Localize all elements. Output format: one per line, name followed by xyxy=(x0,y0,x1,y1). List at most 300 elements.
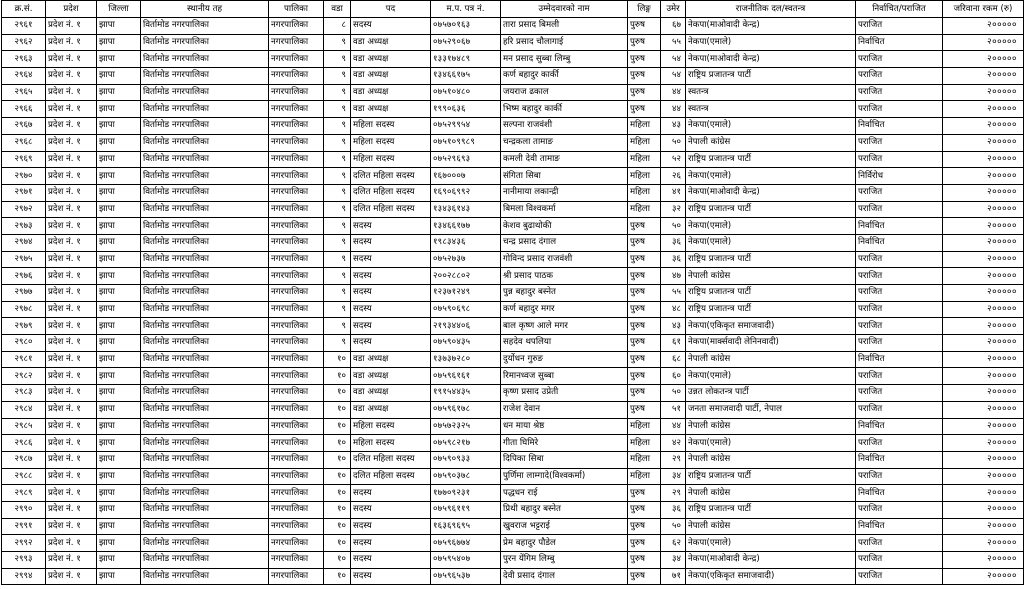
cell-municipality-type: नगरपालिका xyxy=(269,184,324,201)
cell-party: नेकपा(एकिकृत समाजवादी) xyxy=(686,318,856,335)
cell-fine-amount: २००००० xyxy=(943,268,1024,285)
cell-fine-amount: २००००० xyxy=(943,435,1024,452)
cell-ballot-no: ०७५१०४८० xyxy=(431,84,501,101)
cell-age: ५० xyxy=(661,518,686,535)
cell-party: नेकपा(एमाले) xyxy=(686,168,856,185)
cell-ballot-no: १३७३७२८० xyxy=(431,351,501,368)
cell-serial-no: २९८७ xyxy=(2,451,46,468)
cell-ward: ९ xyxy=(324,318,351,335)
cell-ballot-no: १७७०९२३१ xyxy=(431,485,501,502)
cell-ballot-no: ०७५९८२१७ xyxy=(431,435,501,452)
cell-party: नेकपा(माओवादी केन्द्र) xyxy=(686,552,856,569)
cell-province: प्रदेश नं. १ xyxy=(46,101,97,118)
cell-party: राष्ट्रिय प्रजातन्त्र पार्टी xyxy=(686,301,856,318)
table-row xyxy=(2,535,1024,552)
cell-gender: महिला xyxy=(628,168,661,185)
cell-party: राष्ट्रिय प्रजातन्त्र पार्टी xyxy=(686,285,856,302)
cell-local-level: विर्तामोड नगरपालिका xyxy=(141,51,269,68)
cell-province: प्रदेश नं. १ xyxy=(46,535,97,552)
cell-ballot-no: १३३१७४८९ xyxy=(431,51,501,68)
cell-candidate-name: कर्ण बहादुर मगर xyxy=(501,301,628,318)
cell-district: झापा xyxy=(97,368,141,385)
cell-serial-no: २९९३ xyxy=(2,552,46,569)
cell-local-level: विर्तामोड नगरपालिका xyxy=(141,401,269,418)
cell-fine-amount: २००००० xyxy=(943,151,1024,168)
cell-serial-no: २९८३ xyxy=(2,385,46,402)
cell-ward: ९ xyxy=(324,84,351,101)
header-post: पद xyxy=(351,1,431,18)
cell-serial-no: २९६५ xyxy=(2,84,46,101)
cell-district: झापा xyxy=(97,34,141,51)
cell-ballot-no: १६७०००७ xyxy=(431,168,501,185)
cell-fine-amount: २००००० xyxy=(943,251,1024,268)
cell-local-level: विर्तामोड नगरपालिका xyxy=(141,168,269,185)
cell-candidate-name: कमली देवी तामाङ xyxy=(501,151,628,168)
cell-province: प्रदेश नं. १ xyxy=(46,201,97,218)
cell-post: वडा अध्यक्ष xyxy=(351,51,431,68)
cell-party: नेकपा(माओवादी केन्द्र) xyxy=(686,51,856,68)
cell-age: ३६ xyxy=(661,234,686,251)
cell-serial-no: २९९० xyxy=(2,501,46,518)
cell-post: सदस्य xyxy=(351,285,431,302)
cell-post: सदस्य xyxy=(351,552,431,569)
table-row xyxy=(2,18,1024,35)
header-ward: वडा xyxy=(324,1,351,18)
header-province: प्रदेश xyxy=(46,1,97,18)
cell-age: ५२ xyxy=(661,151,686,168)
cell-ballot-no: ०७५९०४३५ xyxy=(431,335,501,352)
cell-province: प्रदेश नं. १ xyxy=(46,184,97,201)
cell-municipality-type: नगरपालिका xyxy=(269,351,324,368)
cell-party: नेकपा(माओवादी केन्द्र) xyxy=(686,18,856,35)
table-row xyxy=(2,552,1024,569)
cell-gender: महिला xyxy=(628,468,661,485)
cell-ballot-no: ०७५९०३७८ xyxy=(431,468,501,485)
cell-candidate-name: खुवराज भट्टराई xyxy=(501,518,628,535)
cell-ward: ९ xyxy=(324,301,351,318)
cell-province: प्रदेश नं. १ xyxy=(46,552,97,569)
cell-local-level: विर्तामोड नगरपालिका xyxy=(141,201,269,218)
cell-result: निर्वाचित xyxy=(856,451,943,468)
cell-district: झापा xyxy=(97,134,141,151)
cell-ballot-no: १९१५४४३५ xyxy=(431,385,501,402)
cell-candidate-name: धन माया श्रेष्ठ xyxy=(501,418,628,435)
cell-district: झापा xyxy=(97,118,141,135)
cell-result: निर्वाचित xyxy=(856,518,943,535)
cell-ward: ९ xyxy=(324,234,351,251)
cell-municipality-type: नगरपालिका xyxy=(269,268,324,285)
cell-post: वडा अध्यक्ष xyxy=(351,34,431,51)
cell-municipality-type: नगरपालिका xyxy=(269,418,324,435)
cell-municipality-type: नगरपालिका xyxy=(269,151,324,168)
header-local-level: स्थानीय तह xyxy=(141,1,269,18)
cell-fine-amount: २००००० xyxy=(943,68,1024,85)
cell-party: नेपाली कांग्रेस xyxy=(686,518,856,535)
table-row xyxy=(2,151,1024,168)
cell-party: नेपाली कांग्रेस xyxy=(686,418,856,435)
cell-post: सदस्य xyxy=(351,318,431,335)
cell-municipality-type: नगरपालिका xyxy=(269,451,324,468)
cell-party: नेकपा(माओवादी केन्द्र) xyxy=(686,184,856,201)
cell-serial-no: २९८२ xyxy=(2,368,46,385)
header-ballot-no: म.प. पत्र नं. xyxy=(431,1,501,18)
cell-result: पराजित xyxy=(856,68,943,85)
cell-serial-no: २९६२ xyxy=(2,34,46,51)
cell-district: झापा xyxy=(97,552,141,569)
cell-result: पराजित xyxy=(856,435,943,452)
table-row xyxy=(2,234,1024,251)
cell-fine-amount: २००००० xyxy=(943,318,1024,335)
cell-serial-no: २९८० xyxy=(2,335,46,352)
cell-ballot-no: १९९०६३६ xyxy=(431,101,501,118)
cell-result: पराजित xyxy=(856,101,943,118)
cell-result: पराजित xyxy=(856,84,943,101)
cell-result: निर्वाचित xyxy=(856,34,943,51)
cell-ward: १० xyxy=(324,468,351,485)
cell-local-level: विर्तामोड नगरपालिका xyxy=(141,468,269,485)
cell-result: पराजित xyxy=(856,401,943,418)
table-row xyxy=(2,134,1024,151)
cell-result: पराजित xyxy=(856,184,943,201)
cell-candidate-name: केशव बुढाथोकी xyxy=(501,218,628,235)
cell-age: ४७ xyxy=(661,268,686,285)
cell-gender: पुरुष xyxy=(628,518,661,535)
cell-fine-amount: २००००० xyxy=(943,101,1024,118)
cell-party: नेकपा(एमाले) xyxy=(686,218,856,235)
cell-age: ४२ xyxy=(661,435,686,452)
cell-result: पराजित xyxy=(856,151,943,168)
cell-province: प्रदेश नं. १ xyxy=(46,134,97,151)
cell-ballot-no: ०७५९६११९ xyxy=(431,501,501,518)
cell-ward: १० xyxy=(324,418,351,435)
cell-candidate-name: नानीमाया लकान्द्री xyxy=(501,184,628,201)
cell-age: ४३ xyxy=(661,118,686,135)
cell-local-level: विर्तामोड नगरपालिका xyxy=(141,418,269,435)
cell-district: झापा xyxy=(97,251,141,268)
table-row xyxy=(2,318,1024,335)
cell-serial-no: २९८१ xyxy=(2,351,46,368)
cell-local-level: विर्तामोड नगरपालिका xyxy=(141,435,269,452)
cell-result: पराजित xyxy=(856,535,943,552)
cell-ward: १० xyxy=(324,535,351,552)
cell-district: झापा xyxy=(97,318,141,335)
cell-result: पराजित xyxy=(856,51,943,68)
cell-district: झापा xyxy=(97,218,141,235)
cell-party: नेकपा(एमाले) xyxy=(686,118,856,135)
cell-age: ४४ xyxy=(661,418,686,435)
cell-local-level: विर्तामोड नगरपालिका xyxy=(141,485,269,502)
cell-candidate-name: देवी प्रसाद दंगाल xyxy=(501,568,628,585)
cell-age: ७१ xyxy=(661,568,686,585)
table-row xyxy=(2,335,1024,352)
cell-post: महिला सदस्य xyxy=(351,118,431,135)
cell-age: ५० xyxy=(661,385,686,402)
table-row xyxy=(2,518,1024,535)
cell-age: ५४ xyxy=(661,68,686,85)
cell-fine-amount: २००००० xyxy=(943,401,1024,418)
cell-municipality-type: नगरपालिका xyxy=(269,385,324,402)
cell-gender: पुरुष xyxy=(628,501,661,518)
cell-fine-amount: २००००० xyxy=(943,552,1024,569)
cell-candidate-name: गीता घिमिरे xyxy=(501,435,628,452)
table-row xyxy=(2,368,1024,385)
cell-municipality-type: नगरपालिका xyxy=(269,134,324,151)
cell-serial-no: २९७७ xyxy=(2,285,46,302)
cell-result: पराजित xyxy=(856,335,943,352)
cell-age: ६१ xyxy=(661,335,686,352)
cell-party: नेकपा(एमाले) xyxy=(686,435,856,452)
cell-district: झापा xyxy=(97,268,141,285)
cell-ward: १० xyxy=(324,501,351,518)
cell-fine-amount: २००००० xyxy=(943,134,1024,151)
cell-gender: पुरुष xyxy=(628,234,661,251)
cell-gender: पुरुष xyxy=(628,568,661,585)
cell-serial-no: २९९२ xyxy=(2,535,46,552)
cell-age: ४१ xyxy=(661,184,686,201)
table-row xyxy=(2,451,1024,468)
cell-local-level: विर्तामोड नगरपालिका xyxy=(141,318,269,335)
cell-party: नेपाली कांग्रेस xyxy=(686,268,856,285)
cell-local-level: विर्तामोड नगरपालिका xyxy=(141,184,269,201)
cell-candidate-name: श्री प्रसाद पाठक xyxy=(501,268,628,285)
cell-local-level: विर्तामोड नगरपालिका xyxy=(141,451,269,468)
cell-province: प्रदेश नं. १ xyxy=(46,251,97,268)
cell-age: ४४ xyxy=(661,101,686,118)
cell-candidate-name: प्रिथी बहादुर बस्नेत xyxy=(501,501,628,518)
cell-ballot-no: १२३७१२४९ xyxy=(431,285,501,302)
cell-gender: महिला xyxy=(628,118,661,135)
cell-result: पराजित xyxy=(856,318,943,335)
cell-province: प्रदेश नं. १ xyxy=(46,435,97,452)
cell-ballot-no: २००२८८०२ xyxy=(431,268,501,285)
cell-candidate-name: सहदेव थपलिया xyxy=(501,335,628,352)
cell-post: सदस्य xyxy=(351,501,431,518)
cell-candidate-name: दुर्योधन गुरुङ xyxy=(501,351,628,368)
cell-province: प्रदेश नं. १ xyxy=(46,68,97,85)
cell-local-level: विर्तामोड नगरपालिका xyxy=(141,501,269,518)
cell-fine-amount: २००००० xyxy=(943,518,1024,535)
cell-result: पराजित xyxy=(856,251,943,268)
cell-age: ४३ xyxy=(661,318,686,335)
cell-post: महिला सदस्य xyxy=(351,418,431,435)
cell-district: झापा xyxy=(97,168,141,185)
cell-municipality-type: नगरपालिका xyxy=(269,435,324,452)
cell-ballot-no: १३४३६१४३ xyxy=(431,201,501,218)
cell-municipality-type: नगरपालिका xyxy=(269,335,324,352)
cell-local-level: विर्तामोड नगरपालिका xyxy=(141,68,269,85)
cell-gender: पुरुष xyxy=(628,285,661,302)
cell-fine-amount: २००००० xyxy=(943,51,1024,68)
cell-local-level: विर्तामोड नगरपालिका xyxy=(141,335,269,352)
cell-candidate-name: प्रेम बहादुर पौडेल xyxy=(501,535,628,552)
cell-municipality-type: नगरपालिका xyxy=(269,34,324,51)
cell-candidate-name: राजेश देवान xyxy=(501,401,628,418)
cell-municipality-type: नगरपालिका xyxy=(269,68,324,85)
cell-municipality-type: नगरपालिका xyxy=(269,552,324,569)
cell-district: झापा xyxy=(97,234,141,251)
cell-age: ६० xyxy=(661,368,686,385)
cell-municipality-type: नगरपालिका xyxy=(269,568,324,585)
cell-ward: १० xyxy=(324,451,351,468)
cell-post: सदस्य xyxy=(351,301,431,318)
cell-serial-no: २९७२ xyxy=(2,201,46,218)
cell-gender: पुरुष xyxy=(628,218,661,235)
cell-serial-no: २९८६ xyxy=(2,435,46,452)
cell-district: झापा xyxy=(97,401,141,418)
cell-party: जनता समाजवादी पार्टी, नेपाल xyxy=(686,401,856,418)
cell-ward: ९ xyxy=(324,335,351,352)
cell-gender: पुरुष xyxy=(628,535,661,552)
cell-gender: पुरुष xyxy=(628,34,661,51)
cell-candidate-name: जयराज ढकाल xyxy=(501,84,628,101)
cell-ballot-no: ०७५९६१६१ xyxy=(431,368,501,385)
header-result: निर्वाचित/पराजित xyxy=(856,1,943,18)
cell-result: निर्वाचित xyxy=(856,234,943,251)
cell-serial-no: २९६६ xyxy=(2,101,46,118)
cell-result: पराजित xyxy=(856,568,943,585)
cell-fine-amount: २००००० xyxy=(943,201,1024,218)
cell-candidate-name: पुरन येंगिम लिम्बु xyxy=(501,552,628,569)
cell-gender: पुरुष xyxy=(628,101,661,118)
cell-ballot-no: १३४६६१७७ xyxy=(431,218,501,235)
cell-province: प्रदेश नं. १ xyxy=(46,51,97,68)
cell-candidate-name: संगिता सिबा xyxy=(501,168,628,185)
cell-district: झापा xyxy=(97,68,141,85)
cell-candidate-name: पद्धधन राई xyxy=(501,485,628,502)
cell-candidate-name: पुन्न बहादुर बस्नेत xyxy=(501,285,628,302)
cell-age: ६८ xyxy=(661,351,686,368)
cell-gender: पुरुष xyxy=(628,268,661,285)
cell-district: झापा xyxy=(97,485,141,502)
cell-district: झापा xyxy=(97,451,141,468)
cell-ballot-no: १६९०६९९२ xyxy=(431,184,501,201)
header-municipality-type: पालिका xyxy=(269,1,324,18)
cell-province: प्रदेश नं. १ xyxy=(46,368,97,385)
cell-local-level: विर्तामोड नगरपालिका xyxy=(141,518,269,535)
cell-gender: पुरुष xyxy=(628,301,661,318)
table-row xyxy=(2,501,1024,518)
cell-post: वडा अध्यक्ष xyxy=(351,84,431,101)
cell-fine-amount: २००००० xyxy=(943,501,1024,518)
cell-gender: पुरुष xyxy=(628,335,661,352)
cell-gender: पुरुष xyxy=(628,401,661,418)
cell-serial-no: २९७० xyxy=(2,168,46,185)
cell-district: झापा xyxy=(97,501,141,518)
cell-party: राष्ट्रिय प्रजातन्त्र पार्टी xyxy=(686,251,856,268)
cell-local-level: विर्तामोड नगरपालिका xyxy=(141,251,269,268)
cell-municipality-type: नगरपालिका xyxy=(269,118,324,135)
cell-ward: ९ xyxy=(324,101,351,118)
cell-gender: पुरुष xyxy=(628,84,661,101)
cell-ward: १० xyxy=(324,351,351,368)
cell-result: निर्वाचित xyxy=(856,218,943,235)
cell-district: झापा xyxy=(97,184,141,201)
cell-gender: महिला xyxy=(628,451,661,468)
cell-party: उन्नत लोकतन्त्र पार्टी xyxy=(686,385,856,402)
cell-age: ५० xyxy=(661,134,686,151)
cell-party: नेपाली कांग्रेस xyxy=(686,351,856,368)
cell-municipality-type: नगरपालिका xyxy=(269,234,324,251)
table-row xyxy=(2,118,1024,135)
cell-candidate-name: हरि प्रसाद चौलागाई xyxy=(501,34,628,51)
cell-serial-no: २९६८ xyxy=(2,134,46,151)
cell-district: झापा xyxy=(97,351,141,368)
cell-ward: ९ xyxy=(324,201,351,218)
cell-age: ६७ xyxy=(661,18,686,35)
cell-post: दलित महिला सदस्य xyxy=(351,468,431,485)
header-district: जिल्ला xyxy=(97,1,141,18)
cell-post: महिला सदस्य xyxy=(351,151,431,168)
table-row xyxy=(2,84,1024,101)
cell-province: प्रदेश नं. १ xyxy=(46,285,97,302)
cell-municipality-type: नगरपालिका xyxy=(269,468,324,485)
table-row xyxy=(2,218,1024,235)
cell-result: निर्वाचित xyxy=(856,351,943,368)
cell-age: २६ xyxy=(661,168,686,185)
cell-ballot-no: ०७५२९०६७ xyxy=(431,34,501,51)
cell-fine-amount: २००००० xyxy=(943,485,1024,502)
cell-serial-no: २९७९ xyxy=(2,318,46,335)
cell-province: प्रदेश नं. १ xyxy=(46,301,97,318)
cell-serial-no: २९७४ xyxy=(2,234,46,251)
cell-age: ३२ xyxy=(661,201,686,218)
cell-age: ५४ xyxy=(661,51,686,68)
cell-fine-amount: २००००० xyxy=(943,34,1024,51)
cell-post: सदस्य xyxy=(351,485,431,502)
cell-result: पराजित xyxy=(856,468,943,485)
cell-ward: ९ xyxy=(324,34,351,51)
cell-candidate-name: सल्पना राजवंशी xyxy=(501,118,628,135)
cell-municipality-type: नगरपालिका xyxy=(269,301,324,318)
cell-district: झापा xyxy=(97,101,141,118)
cell-post: सदस्य xyxy=(351,268,431,285)
cell-age: ५५ xyxy=(661,34,686,51)
cell-party: स्वतन्त्र xyxy=(686,101,856,118)
cell-post: दलित महिला सदस्य xyxy=(351,184,431,201)
cell-result: निर्वाचित xyxy=(856,485,943,502)
cell-ballot-no: ०७५२९६९३ xyxy=(431,151,501,168)
cell-party: नेकपा(एमाले) xyxy=(686,234,856,251)
cell-fine-amount: २००००० xyxy=(943,468,1024,485)
cell-local-level: विर्तामोड नगरपालिका xyxy=(141,18,269,35)
cell-party: राष्ट्रिय प्रजातन्त्र पार्टी xyxy=(686,151,856,168)
table-row xyxy=(2,568,1024,585)
cell-gender: महिला xyxy=(628,134,661,151)
cell-ballot-no: १३४६६१७५ xyxy=(431,68,501,85)
cell-candidate-name: भिष्म बहादुर कार्की xyxy=(501,101,628,118)
cell-fine-amount: २००००० xyxy=(943,18,1024,35)
cell-party: स्वतन्त्र xyxy=(686,84,856,101)
cell-province: प्रदेश नं. १ xyxy=(46,268,97,285)
table-body xyxy=(2,18,1024,585)
cell-municipality-type: नगरपालिका xyxy=(269,18,324,35)
candidates-table xyxy=(1,0,1024,585)
cell-fine-amount: २००००० xyxy=(943,301,1024,318)
cell-post: सदस्य xyxy=(351,251,431,268)
cell-ward: १० xyxy=(324,518,351,535)
cell-local-level: विर्तामोड नगरपालिका xyxy=(141,151,269,168)
cell-post: सदस्य xyxy=(351,535,431,552)
cell-ward: ९ xyxy=(324,68,351,85)
cell-local-level: विर्तामोड नगरपालिका xyxy=(141,234,269,251)
cell-local-level: विर्तामोड नगरपालिका xyxy=(141,134,269,151)
cell-ward: ९ xyxy=(324,168,351,185)
cell-ballot-no: ०७५७०१६३ xyxy=(431,18,501,35)
cell-candidate-name: कर्ण बहादुर कार्की xyxy=(501,68,628,85)
cell-fine-amount: २००००० xyxy=(943,385,1024,402)
cell-province: प्रदेश नं. १ xyxy=(46,385,97,402)
cell-fine-amount: २००००० xyxy=(943,451,1024,468)
